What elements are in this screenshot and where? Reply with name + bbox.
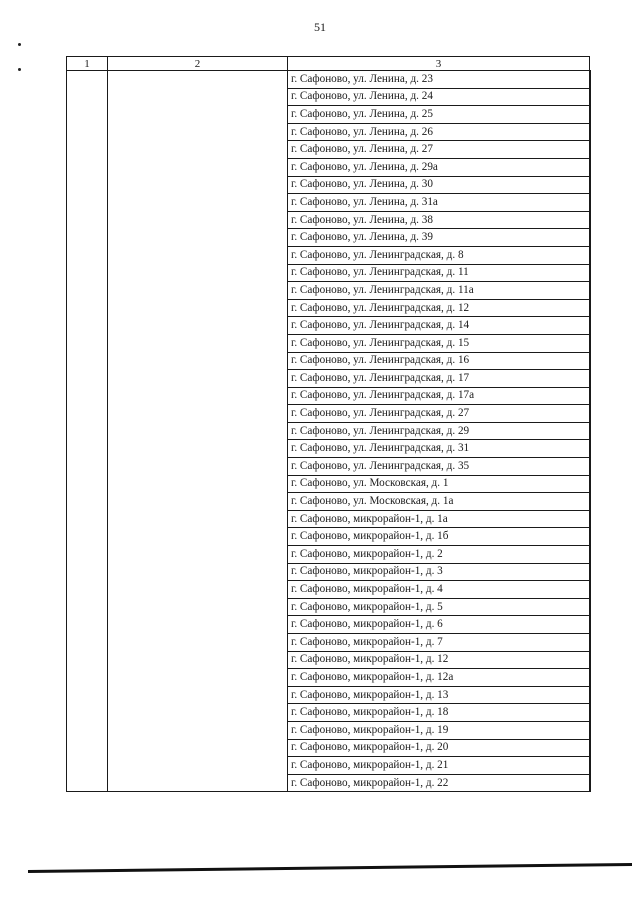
address-cell: г. Сафоново, ул. Ленина, д. 27 (288, 141, 590, 159)
address-cell: г. Сафоново, ул. Ленина, д. 25 (288, 106, 590, 124)
address-cell: г. Сафоново, микрорайон-1, д. 19 (288, 721, 590, 739)
address-cell: г. Сафоново, ул. Ленинградская, д. 27 (288, 405, 590, 423)
address-cell: г. Сафоново, микрорайон-1, д. 3 (288, 563, 590, 581)
address-cell: г. Сафоново, ул. Ленинградская, д. 17 (288, 370, 590, 388)
address-cell: г. Сафоново, микрорайон-1, д. 6 (288, 616, 590, 634)
column-header-3: 3 (288, 57, 590, 71)
address-cell: г. Сафоново, ул. Ленина, д. 23 (288, 71, 590, 89)
table-row (67, 71, 590, 89)
scan-artifact-dot (18, 43, 21, 46)
column-2-cell (108, 71, 288, 792)
address-cell: г. Сафоново, ул. Ленина, д. 38 (288, 211, 590, 229)
address-cell: г. Сафоново, ул. Ленина, д. 30 (288, 176, 590, 194)
scan-artifact-dot (18, 68, 21, 71)
address-cell: г. Сафоново, микрорайон-1, д. 1б (288, 528, 590, 546)
address-cell: г. Сафоново, микрорайон-1, д. 22 (288, 774, 590, 792)
address-cell: г. Сафоново, ул. Ленина, д. 26 (288, 123, 590, 141)
address-cell: г. Сафоново, ул. Ленинградская, д. 14 (288, 317, 590, 335)
address-cell: г. Сафоново, ул. Ленинградская, д. 31 (288, 440, 590, 458)
column-header-1: 1 (67, 57, 108, 71)
address-cell: г. Сафоново, ул. Ленинградская, д. 29 (288, 422, 590, 440)
address-cell: г. Сафоново, ул. Ленинградская, д. 35 (288, 458, 590, 476)
address-cell: г. Сафоново, микрорайон-1, д. 7 (288, 634, 590, 652)
table-header (67, 57, 590, 71)
address-cell: г. Сафоново, микрорайон-1, д. 1а (288, 510, 590, 528)
address-cell: г. Сафоново, ул. Ленинградская, д. 17а (288, 387, 590, 405)
address-cell: г. Сафоново, ул. Ленина, д. 29а (288, 158, 590, 176)
address-cell: г. Сафоново, микрорайон-1, д. 12а (288, 669, 590, 687)
address-cell: г. Сафоново, микрорайон-1, д. 5 (288, 598, 590, 616)
address-cell: г. Сафоново, микрорайон-1, д. 13 (288, 686, 590, 704)
address-cell: г. Сафоново, ул. Московская, д. 1а (288, 493, 590, 511)
page-number: 51 (314, 20, 326, 34)
address-cell: г. Сафоново, микрорайон-1, д. 12 (288, 651, 590, 669)
header-row (67, 57, 590, 71)
address-table (66, 56, 591, 792)
address-cell: г. Сафоново, микрорайон-1, д. 18 (288, 704, 590, 722)
address-cell: г. Сафоново, микрорайон-1, д. 21 (288, 757, 590, 775)
address-cell: г. Сафоново, микрорайон-1, д. 20 (288, 739, 590, 757)
address-cell: г. Сафоново, ул. Ленина, д. 31а (288, 194, 590, 212)
address-cell: г. Сафоново, ул. Ленинградская, д. 16 (288, 352, 590, 370)
address-cell: г. Сафоново, ул. Ленинградская, д. 8 (288, 246, 590, 264)
address-cell: г. Сафоново, ул. Ленинградская, д. 11а (288, 282, 590, 300)
address-cell: г. Сафоново, ул. Московская, д. 1 (288, 475, 590, 493)
address-cell: г. Сафоново, ул. Ленинградская, д. 11 (288, 264, 590, 282)
table-body (67, 71, 590, 792)
column-header-2: 2 (108, 57, 288, 71)
bottom-rule-line (28, 862, 632, 872)
address-cell: г. Сафоново, ул. Ленинградская, д. 15 (288, 334, 590, 352)
address-cell: г. Сафоново, микрорайон-1, д. 2 (288, 546, 590, 564)
address-cell: г. Сафоново, ул. Ленина, д. 39 (288, 229, 590, 247)
column-1-cell (67, 71, 108, 792)
address-cell: г. Сафоново, ул. Ленинградская, д. 12 (288, 299, 590, 317)
address-cell: г. Сафоново, микрорайон-1, д. 4 (288, 581, 590, 599)
address-cell: г. Сафоново, ул. Ленина, д. 24 (288, 88, 590, 106)
